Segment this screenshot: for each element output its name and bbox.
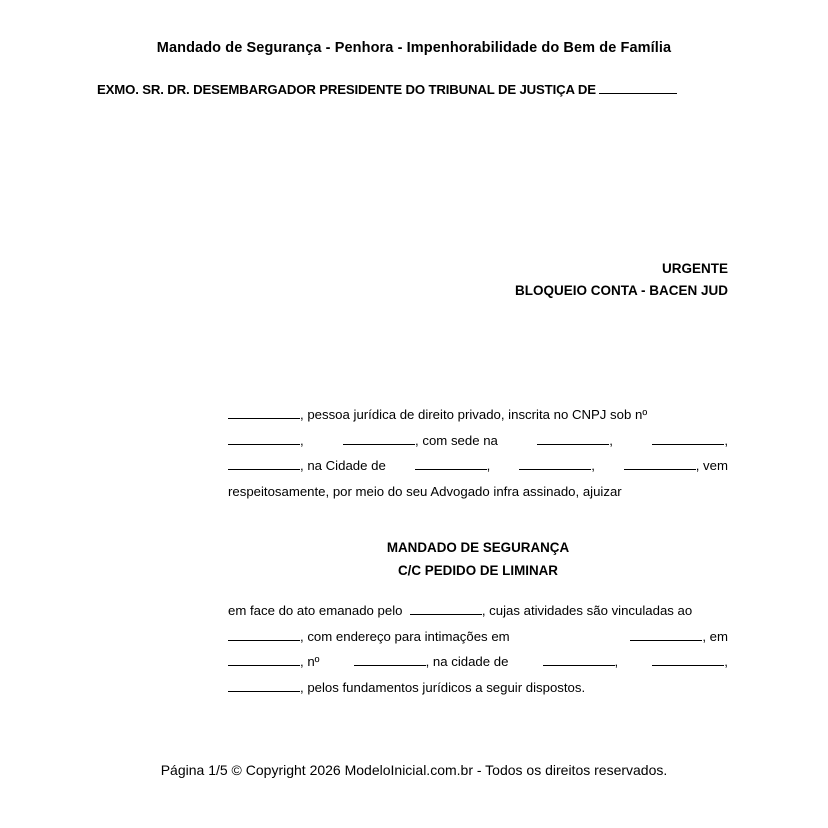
- p2-r3-b: , na cidade de: [425, 654, 509, 670]
- p1-r3-c: ,: [591, 458, 595, 474]
- blank-city-2: [543, 654, 615, 666]
- paragraph-two-row-3: [228, 649, 728, 675]
- blank-number-2: [354, 654, 426, 666]
- p1-r3-b: ,: [486, 458, 491, 474]
- p1-r2-d: ,: [724, 432, 728, 448]
- blank-zip: [624, 458, 696, 470]
- p1-r3-d: , vem: [695, 458, 728, 474]
- blank-state-2: [652, 654, 724, 666]
- action-heading: [228, 536, 728, 582]
- blank-address-street: [537, 433, 609, 445]
- blank-city: [415, 458, 487, 470]
- paragraph-one-row-3: [228, 453, 728, 479]
- addressee-line: [97, 82, 731, 97]
- blank-district: [228, 458, 300, 470]
- paragraph-one: [228, 402, 728, 505]
- paragraph-two-row-4: [228, 675, 728, 701]
- p2-r3-d: ,: [724, 654, 728, 670]
- urgent-line-2: BLOQUEIO CONTA - BACEN JUD: [514, 282, 728, 298]
- paragraph-two-row-1: [228, 598, 728, 624]
- p2-r3-a: , nº: [300, 654, 320, 670]
- blank-zip-2: [228, 680, 300, 692]
- page-footer: Página 1/5 © Copyright 2026 ModeloInicial.com.br - Todos os direitos reservados.: [160, 762, 668, 778]
- blank-cnpj-name: [228, 407, 300, 419]
- p1-r2-b: , com sede na: [415, 432, 498, 448]
- urgent-line-1: URGENTE: [661, 261, 728, 276]
- paragraph-two-row-2: [228, 624, 728, 650]
- p2-r4-text: , pelos fundamentos jurídicos a seguir dispostos.: [300, 680, 586, 696]
- p2-r1-a: em face do ato emanado pelo: [228, 603, 403, 618]
- blank-street-2: [228, 654, 300, 666]
- blank-notify-address: [630, 629, 702, 641]
- addressee-blank: [599, 82, 677, 94]
- urgent-block: [0, 258, 728, 302]
- blank-cnpj-number: [228, 433, 300, 445]
- blank-authority: [410, 603, 482, 615]
- p1-r2-c: ,: [609, 432, 613, 448]
- paragraph-one-row-2: [228, 428, 728, 454]
- p1-r2-a: ,: [300, 432, 304, 448]
- action-heading-line-2: C/C PEDIDO DE LIMINAR: [398, 563, 558, 579]
- p2-r2-a: , com endereço para intimações em: [300, 628, 510, 644]
- blank-state: [519, 458, 591, 470]
- blank-address-number: [652, 433, 724, 445]
- page-title: Mandado de Segurança - Penhora - Impenhorabilidade do Bem de Família: [156, 40, 672, 56]
- blank-entity: [228, 629, 300, 641]
- paragraph-one-row-4: respeitosamente, por meio do seu Advogado infra assinado, ajuizar: [228, 484, 622, 500]
- paragraph-one-row-1: [228, 402, 728, 428]
- blank-extra-1: [343, 433, 415, 445]
- p1-r1-text: , pessoa jurídica de direito privado, inscrita no CNPJ sob nº: [300, 407, 648, 422]
- addressee-text: EXMO. SR. DR. DESEMBARGADOR PRESIDENTE DO TRIBUNAL DE JUSTIÇA DE: [97, 82, 596, 98]
- p1-r3-a: , na Cidade de: [300, 458, 386, 474]
- action-heading-line-1: MANDADO DE SEGURANÇA: [386, 540, 570, 555]
- p2-r1-b: , cujas atividades são vinculadas ao: [481, 603, 693, 618]
- p2-r3-c: ,: [614, 654, 619, 670]
- p2-r2-b: , em: [702, 628, 728, 644]
- paragraph-two: [228, 598, 728, 701]
